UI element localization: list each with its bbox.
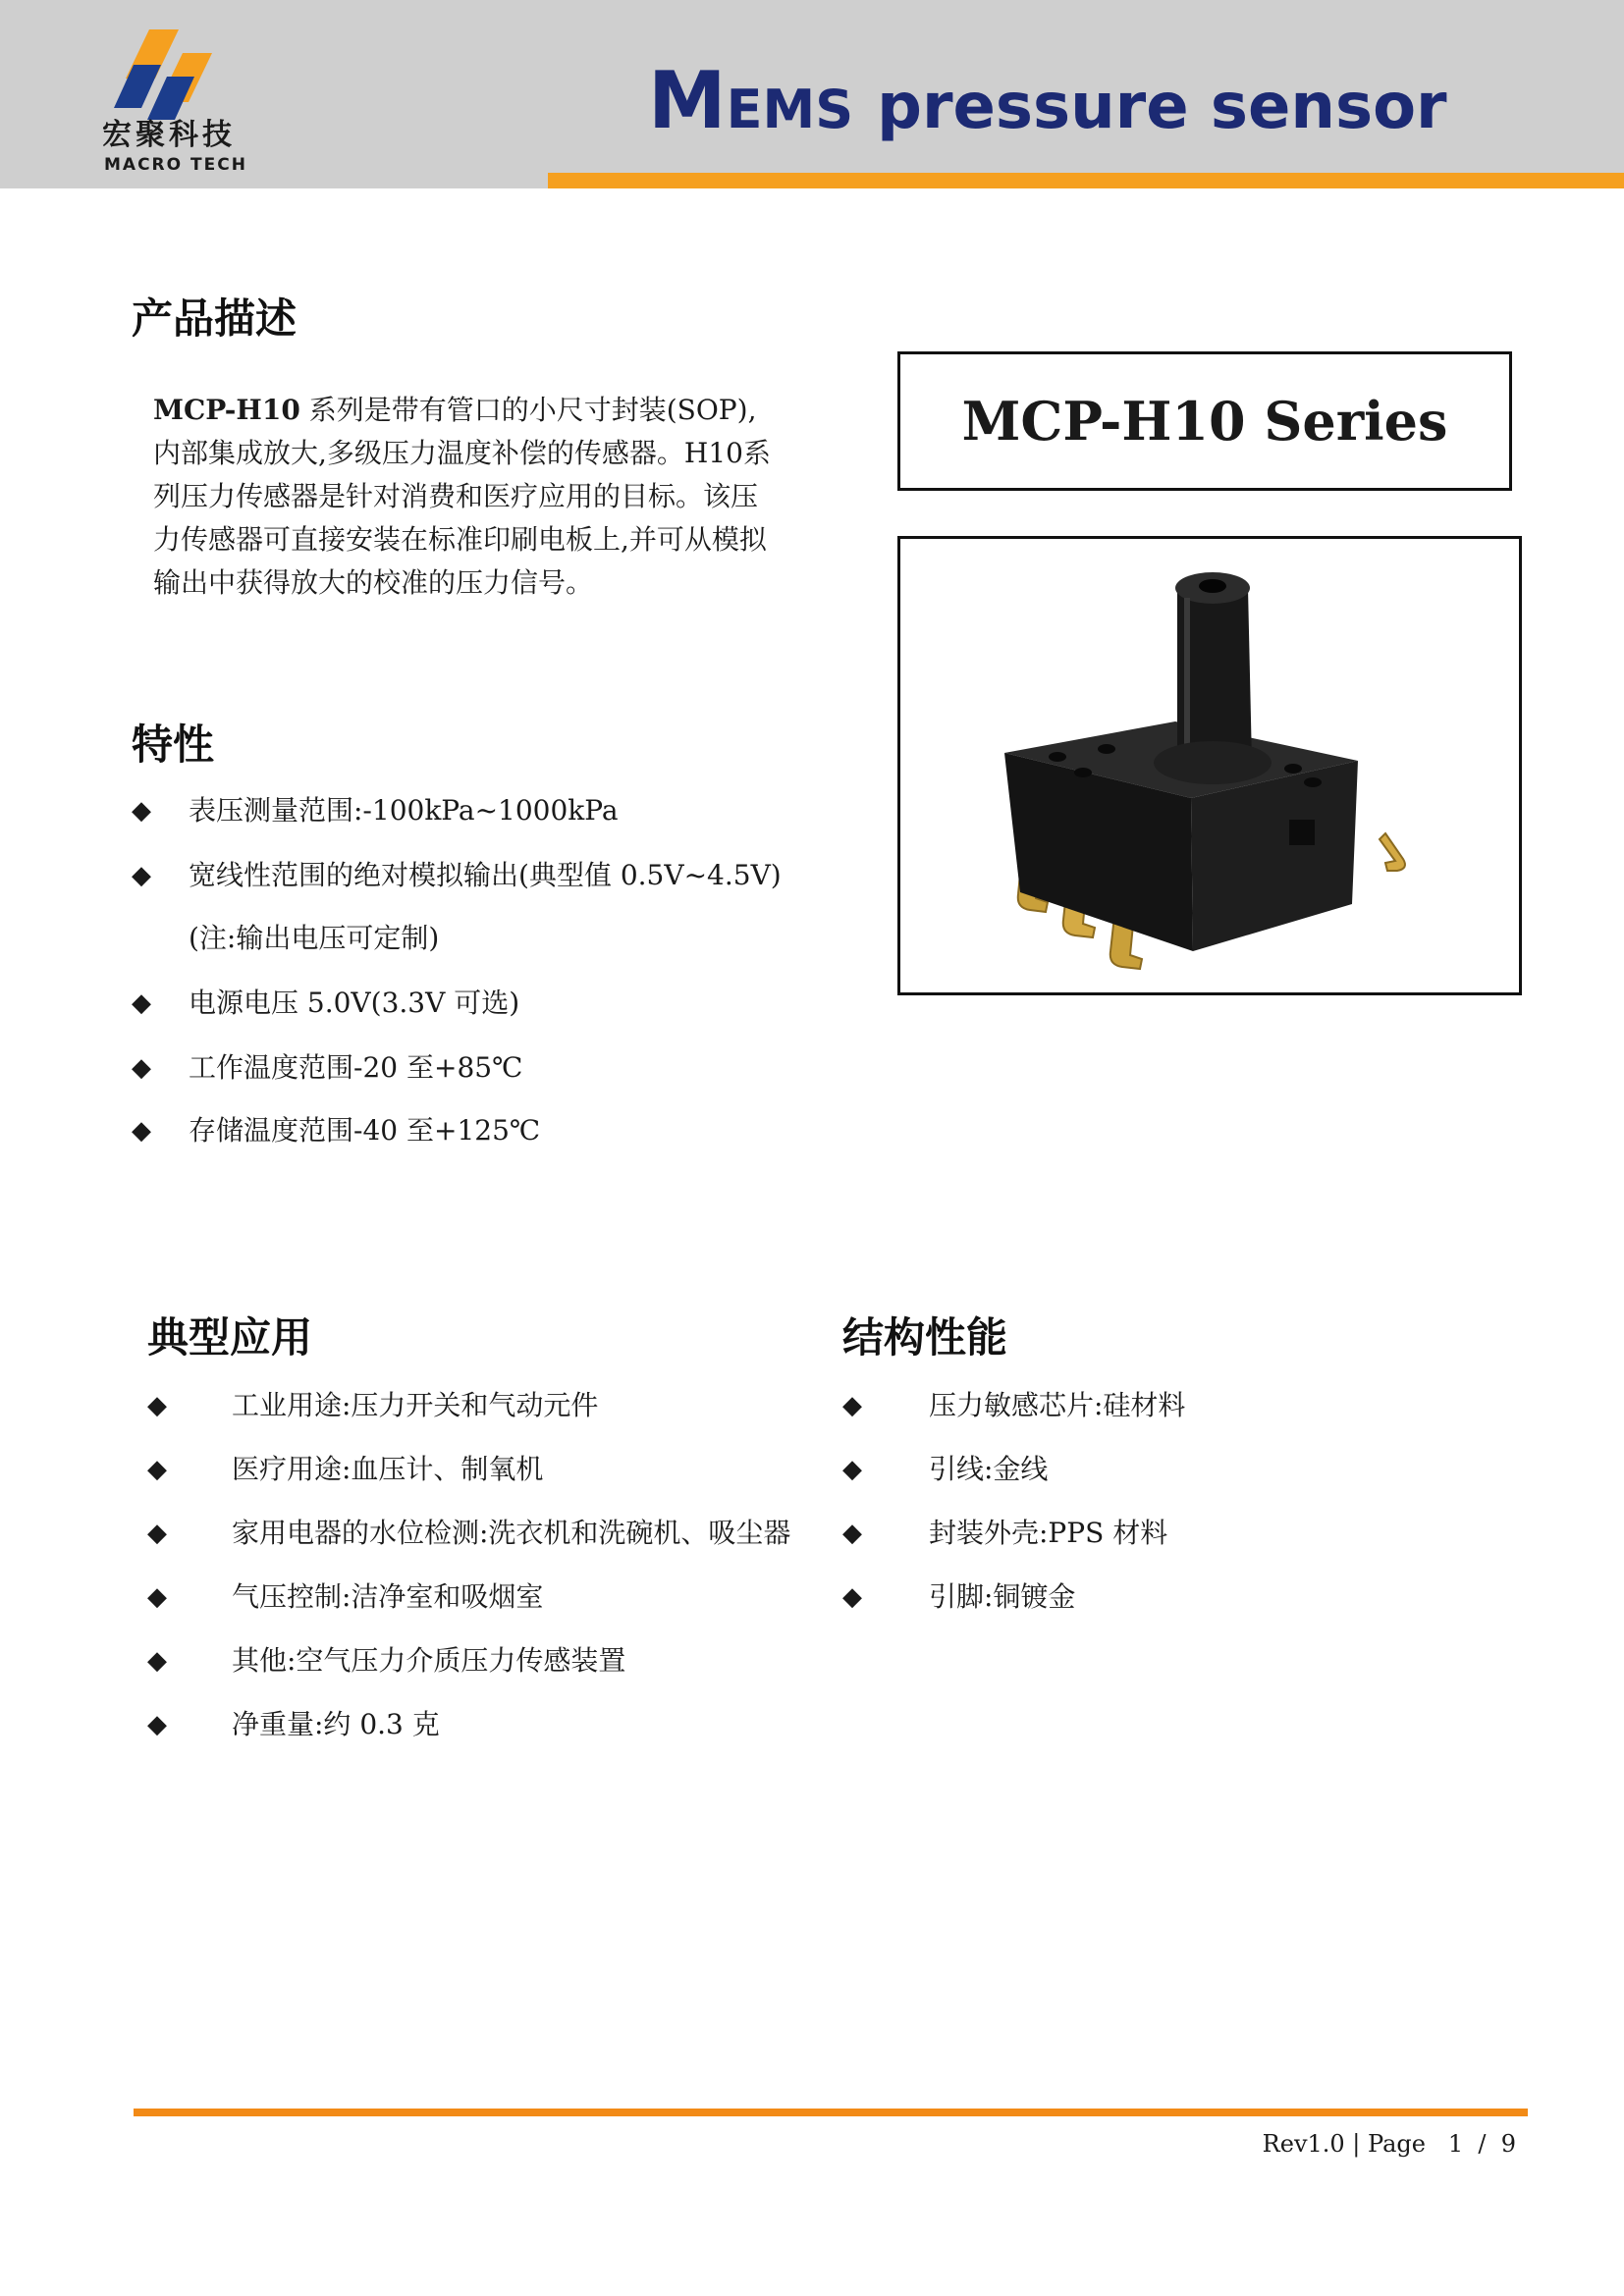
bullet-diamond-icon: ◆ — [132, 861, 151, 890]
structure-heading: 结构性能 — [842, 1313, 1008, 1362]
pressure-sensor-image-icon — [900, 539, 1519, 992]
bullet-diamond-icon: ◆ — [132, 1053, 151, 1083]
header-accent-bar — [548, 173, 1624, 188]
banner-rest: pressure sensor — [877, 71, 1447, 143]
bullet-diamond-icon: ◆ — [132, 988, 151, 1018]
bullet-diamond-icon: ◆ — [147, 1646, 167, 1676]
bullet-diamond-icon: ◆ — [147, 1582, 167, 1612]
bullet-diamond-icon: ◆ — [132, 796, 151, 826]
banner-m: M — [648, 55, 727, 146]
applications-heading: 典型应用 — [147, 1313, 313, 1362]
page-footer: Rev1.0 | Page 1 / 9 — [1262, 2130, 1516, 2158]
bullet-diamond-icon: ◆ — [842, 1582, 862, 1612]
bullet-diamond-icon: ◆ — [842, 1519, 862, 1548]
description-text: 系列是带有管口的小尺寸封装(SOP),内部集成放大,多级压力温度补偿的传感器。H10系列压力传感器是针对消费和医疗应用的目标。该压力传感器可直接安装在标准印刷电板上,并可从模拟输出中获得放大的校准的压力信号。 — [153, 394, 771, 599]
bullet-diamond-icon: ◆ — [147, 1519, 167, 1548]
product-photo-frame — [897, 536, 1522, 995]
banner-title — [648, 55, 1447, 146]
footer-divider — [134, 2109, 1528, 2116]
bullet-diamond-icon: ◆ — [147, 1710, 167, 1739]
feature-note: (注:输出电压可定制) — [189, 922, 440, 954]
description-paragraph — [153, 389, 782, 605]
description-heading: 产品描述 — [132, 294, 298, 343]
bullet-diamond-icon: ◆ — [132, 1116, 151, 1146]
bullet-diamond-icon: ◆ — [842, 1391, 862, 1420]
logo-chinese-name: 宏聚科技 — [102, 118, 236, 152]
logo-english-name: MACRO TECH — [104, 155, 247, 175]
bullet-diamond-icon: ◆ — [842, 1455, 862, 1484]
features-heading: 特性 — [132, 721, 215, 769]
model-name: MCP-H10 — [153, 394, 300, 426]
bullet-diamond-icon: ◆ — [147, 1455, 167, 1484]
product-title-box: MCP-H10 Series — [897, 351, 1512, 491]
banner-ems: EMS — [726, 79, 854, 140]
bullet-diamond-icon: ◆ — [147, 1391, 167, 1420]
